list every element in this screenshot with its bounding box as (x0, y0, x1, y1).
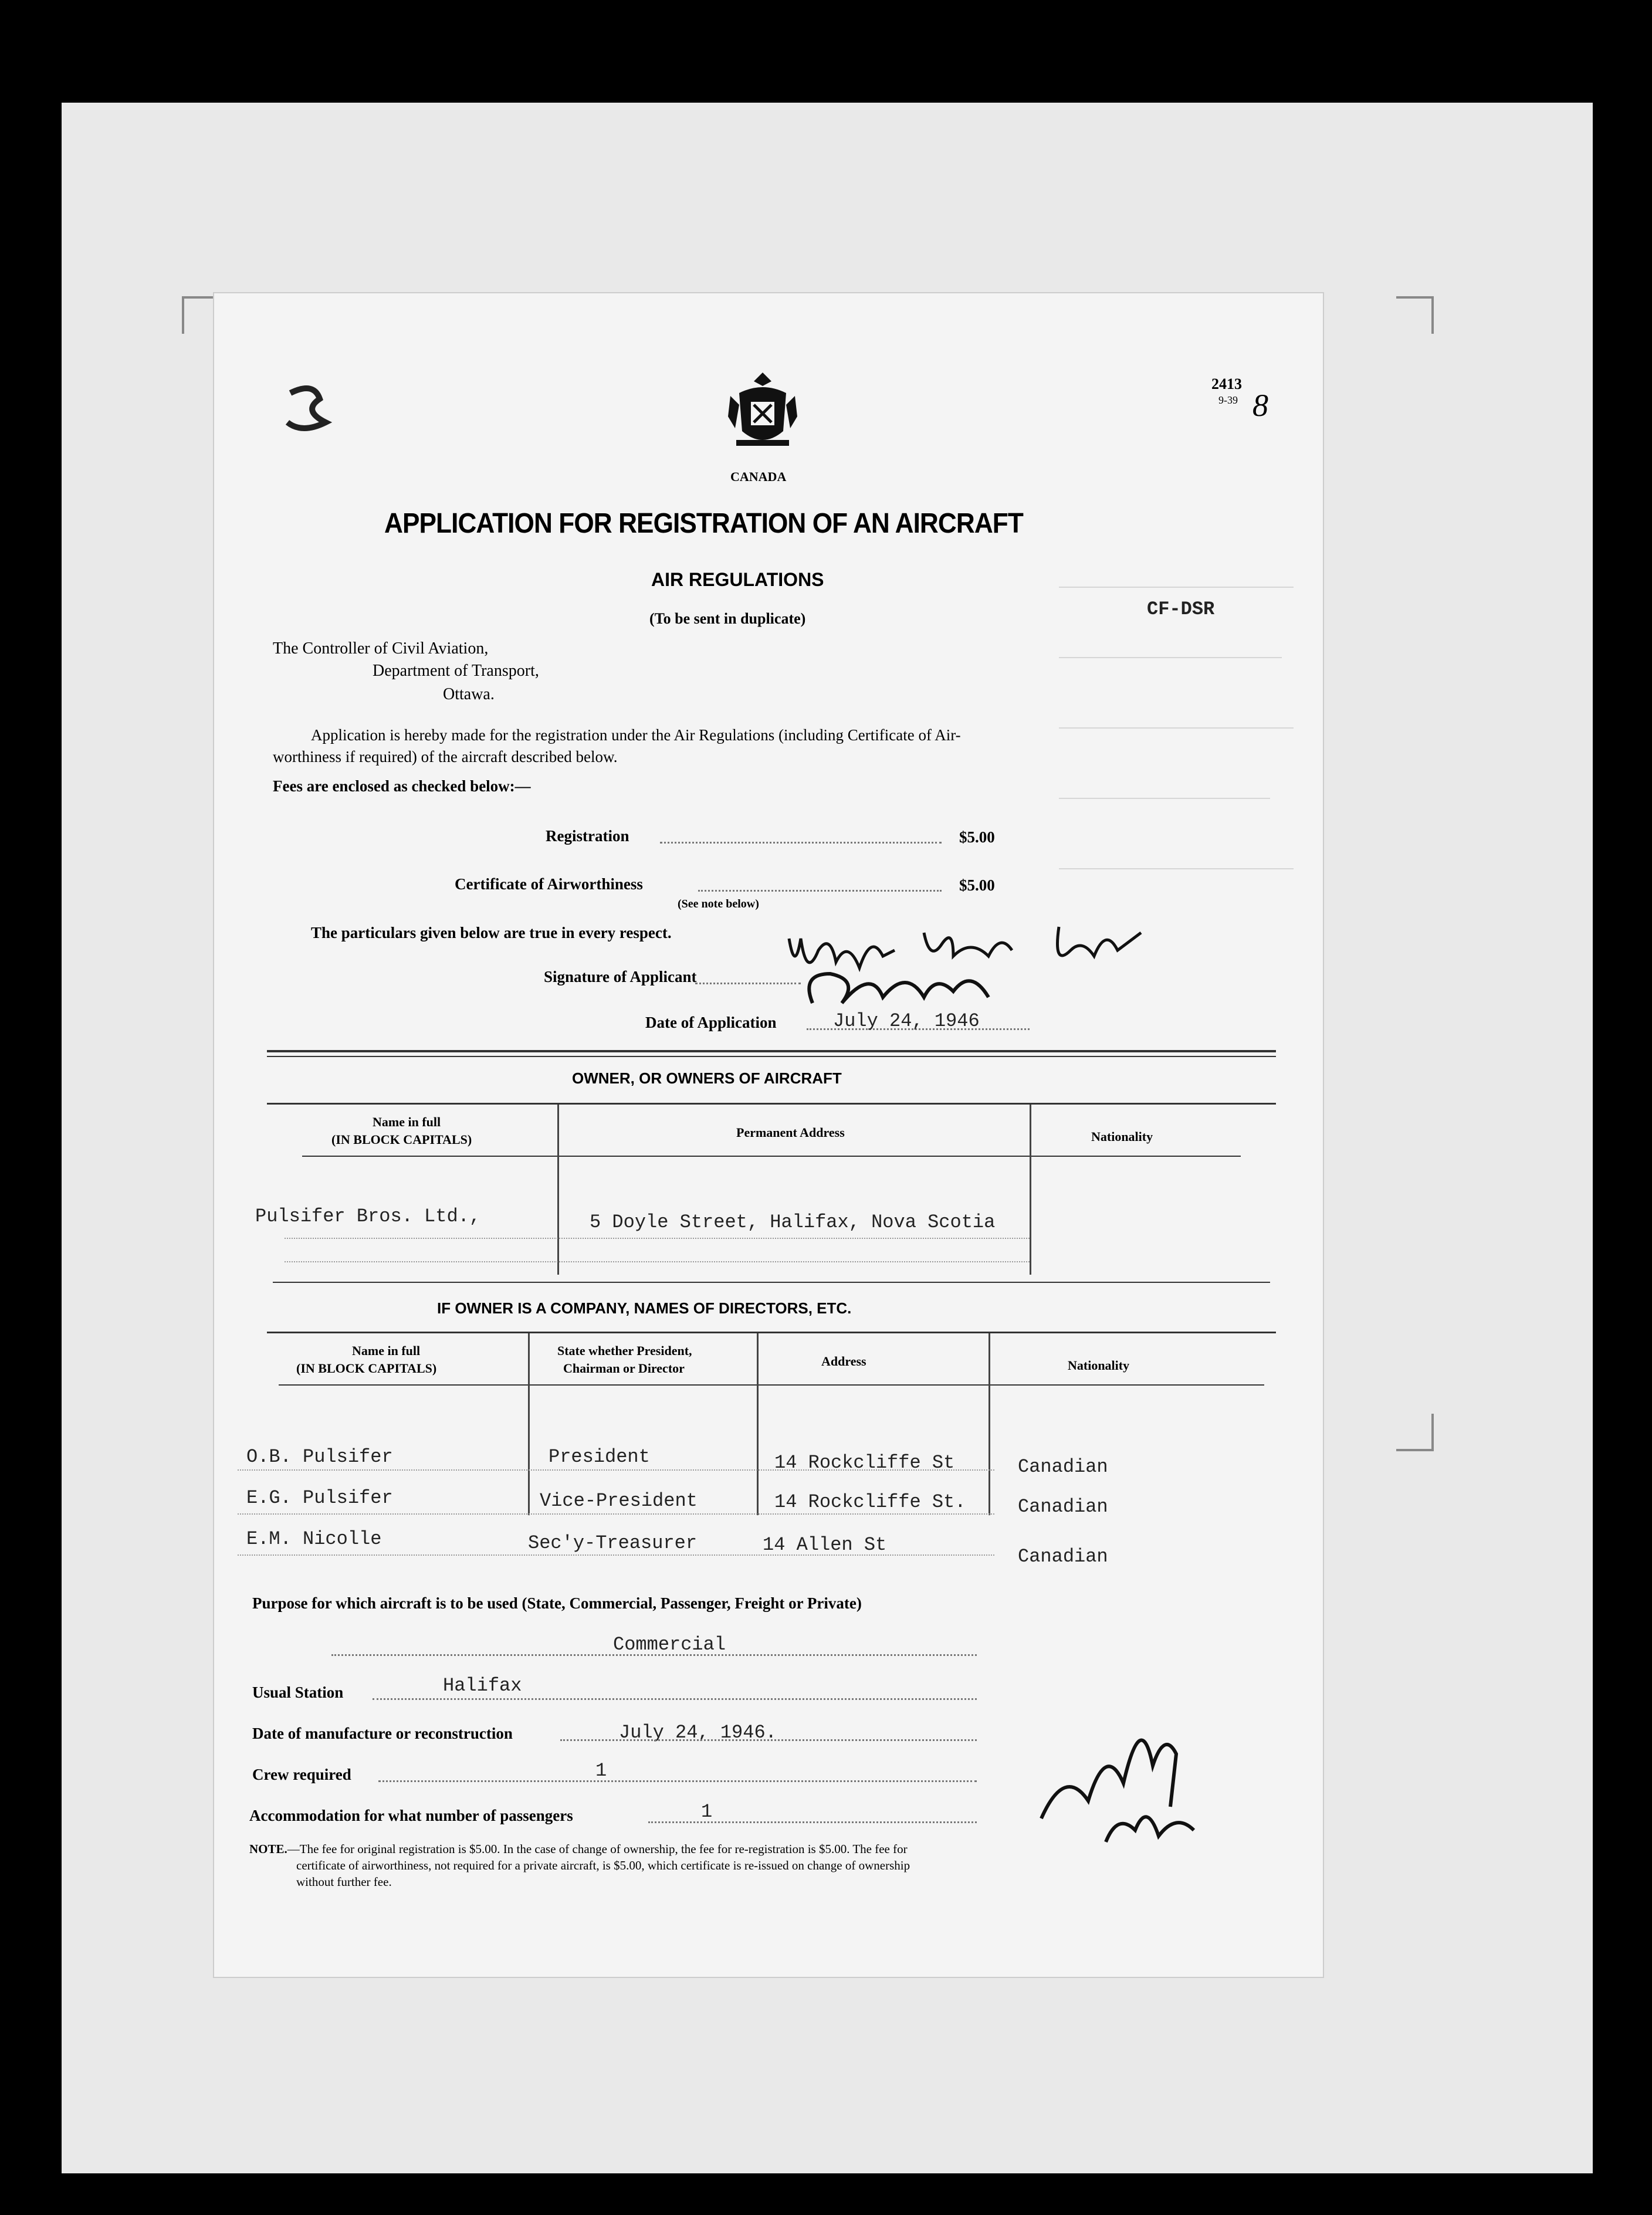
fees-intro: Fees are enclosed as checked below:— (273, 777, 531, 795)
director-row-3-name: E.M. Nicolle (246, 1528, 382, 1550)
fee-note-line-3: without further fee. (296, 1875, 392, 1889)
application-text-line-1: Application is hereby made for the registration under the Air Regulations (including Certificate of Air- (311, 726, 961, 744)
director-row-3-nationality: Canadian (1018, 1546, 1108, 1567)
owners-col-address: Permanent Address (736, 1125, 845, 1140)
director-row-3-role: Sec'y-Treasurer (528, 1532, 698, 1554)
director-row-2-role: Vice-President (540, 1490, 698, 1512)
owner-row-line (285, 1238, 1030, 1239)
directors-col-name-1: Name in full (352, 1343, 421, 1358)
director-row-1-address: 14 Rockcliffe St (774, 1452, 955, 1474)
particulars-statement: The particulars given below are true in every respect. (311, 924, 672, 941)
form-subtitle: AIR REGULATIONS (651, 569, 824, 590)
owners-col-divider-1 (557, 1105, 559, 1275)
director-row-2-address: 14 Rockcliffe St. (774, 1491, 966, 1513)
note-text-1: —The fee for original registration is $5.00. In the case of change of ownership, the fee for re-registration is $5.00. The fee for (287, 1842, 908, 1856)
director-row-line (238, 1469, 994, 1471)
crew-required-leader (378, 1780, 977, 1782)
application-form-sheet (214, 293, 1323, 1977)
addressee-line-3: Ottawa. (443, 685, 495, 703)
directors-col-nationality: Nationality (1068, 1358, 1130, 1373)
directors-col-address: Address (821, 1354, 866, 1369)
passengers-leader (648, 1821, 977, 1823)
director-row-1-nationality: Canadian (1018, 1456, 1108, 1478)
manufacture-date-value: July 24, 1946. (619, 1722, 777, 1743)
fee-airworthiness-leader (698, 890, 942, 892)
directors-col-divider-1 (528, 1333, 530, 1515)
country-label: CANADA (730, 469, 787, 484)
owner-row-line (285, 1261, 1030, 1262)
form-title: APPLICATION FOR REGISTRATION OF AN AIRCRAFT (384, 508, 1023, 539)
note-lead: NOTE. (249, 1842, 287, 1856)
director-row-2-name: E.G. Pulsifer (246, 1487, 393, 1509)
director-row-1-role: President (549, 1446, 650, 1468)
owners-table-top-rule (267, 1103, 1276, 1105)
purpose-value: Commercial (613, 1634, 726, 1655)
fee-note-line-2: certificate of airworthiness, not required for a private aircraft, is $5.00, which certificate is re-issued on change of ownership (296, 1858, 910, 1872)
fee-registration-label: Registration (546, 827, 629, 845)
purpose-label: Purpose for which aircraft is to be used (State, Commercial, Passenger, Freight or Private) (252, 1594, 862, 1612)
addressee-line-1: The Controller of Civil Aviation, (273, 639, 489, 658)
crop-mark-right (1396, 1414, 1434, 1451)
passengers-label: Accommodation for what number of passengers (249, 1807, 573, 1824)
owners-col-name-1: Name in full (373, 1115, 441, 1129)
application-text-line-2: worthiness if required) of the aircraft described below. (273, 748, 618, 766)
directors-col-name-2: (IN BLOCK CAPITALS) (296, 1361, 437, 1376)
owners-header-rule (302, 1156, 1241, 1157)
usual-station-value: Halifax (443, 1675, 522, 1696)
director-row-3-address: 14 Allen St (763, 1534, 887, 1556)
fee-registration-leader (660, 842, 942, 844)
signature-label: Signature of Applicant (544, 968, 697, 985)
usual-station-leader (373, 1698, 977, 1700)
directors-col-role-2: Chairman or Director (563, 1361, 685, 1376)
owners-col-name-2: (IN BLOCK CAPITALS) (331, 1132, 472, 1147)
fee-airworthiness-amount: $5.00 (959, 876, 995, 894)
crop-mark-top-right (1396, 296, 1434, 334)
corner-scribble-icon (279, 375, 343, 443)
directors-col-divider-2 (757, 1333, 759, 1515)
passengers-value: 1 (701, 1801, 713, 1823)
fee-airworthiness-label: Certificate of Airworthiness (455, 875, 643, 893)
form-sub-number: 9-39 (1218, 394, 1238, 406)
crew-required-label: Crew required (252, 1766, 351, 1783)
owner-row-1-name: Pulsifer Bros. Ltd., (255, 1205, 481, 1227)
fee-airworthiness-note: (See note below) (678, 897, 759, 910)
date-of-application-value: July 24, 1946 (833, 1010, 980, 1032)
form-number: 2413 (1211, 375, 1242, 392)
purpose-leader (331, 1654, 977, 1656)
applicant-signature-icon (777, 915, 1200, 1018)
owners-table-bottom-rule (273, 1282, 1270, 1283)
section-divider-thin (267, 1056, 1276, 1057)
owners-col-nationality: Nationality (1091, 1129, 1153, 1144)
owners-col-divider-2 (1030, 1105, 1031, 1275)
manufacture-date-leader (560, 1739, 977, 1741)
director-row-line (238, 1513, 994, 1515)
usual-station-label: Usual Station (252, 1684, 344, 1701)
owners-heading: OWNER, OR OWNERS OF AIRCRAFT (572, 1069, 842, 1087)
handwritten-initials-icon (1018, 1695, 1206, 1862)
fee-note-line-1 (249, 1842, 908, 1857)
manufacture-date-label: Date of manufacture or reconstruction (252, 1725, 513, 1742)
crew-required-value: 1 (595, 1760, 607, 1782)
fee-registration-amount: $5.00 (959, 828, 995, 846)
directors-heading: IF OWNER IS A COMPANY, NAMES OF DIRECTORS, ETC. (437, 1299, 852, 1317)
registration-mark: CF-DSR (1147, 598, 1215, 620)
directors-col-role-1: State whether President, (557, 1343, 692, 1358)
directors-header-rule (279, 1384, 1264, 1386)
handwritten-mark: 8 (1252, 388, 1268, 423)
owner-row-1-address: 5 Doyle Street, Halifax, Nova Scotia (590, 1211, 996, 1233)
director-row-1-name: O.B. Pulsifer (246, 1446, 393, 1468)
duplicate-note: (To be sent in duplicate) (649, 610, 806, 627)
canada-coat-of-arms-icon (725, 370, 801, 460)
date-of-application-label: Date of Application (645, 1014, 777, 1031)
directors-col-divider-3 (989, 1333, 990, 1515)
section-divider (267, 1050, 1276, 1052)
addressee-line-2: Department of Transport, (373, 662, 539, 680)
directors-table-top-rule (267, 1332, 1276, 1333)
director-row-line (238, 1554, 994, 1556)
director-row-2-nationality: Canadian (1018, 1496, 1108, 1518)
